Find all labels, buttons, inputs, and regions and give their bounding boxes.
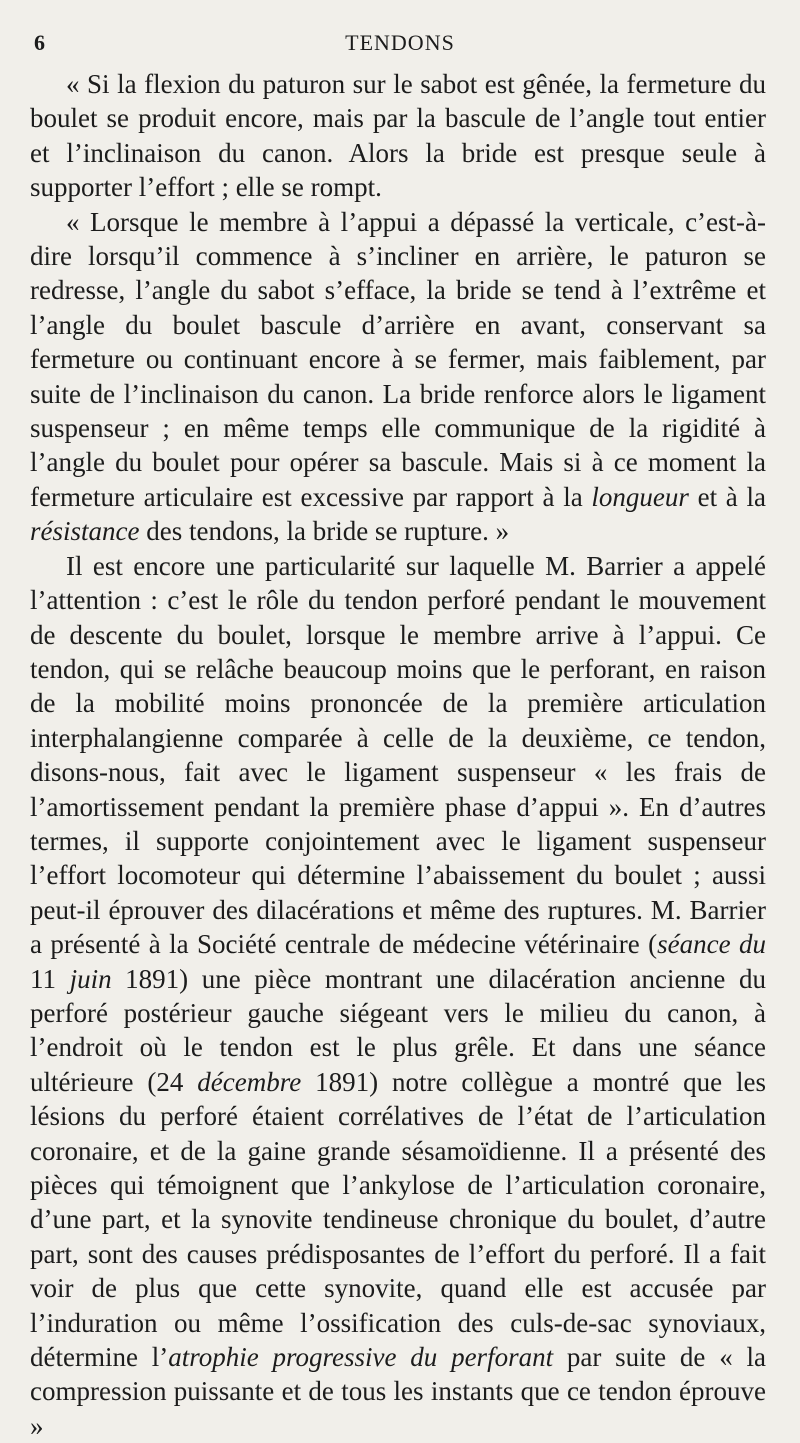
paragraph xyxy=(30,549,766,1443)
text-run: 1891) notre collègue a montré que les lésions du perforé étaient corrélatives de l’état de l’articulation coronaire, et de la gaine grande sésamoïdienne. Il a présenté des pièces qui témoignent que l’ankylose de l’articulation coronaire, d’une part, et la synovite tendineuse chronique du boulet, d’autre part, sont des causes prédisposantes de l’effort du perforé. Il a fait voir de plus que cette synovite, quand elle est accusée par l’induration ou même l’ossification des culs-de-sac synoviaux, détermine l’ xyxy=(30,1066,766,1373)
italic-text: résistance xyxy=(30,516,140,547)
italic-text: longueur xyxy=(591,481,689,512)
text-run: 11 xyxy=(30,963,70,994)
text-run: « Lorsque le membre à l’appui a dépassé la verticale, c’est-à-dire lorsqu’il commence à s’incliner en arrière, le paturon se redresse, l’angle du sabot s’efface, la bride se tend à l’extrême et l’angle du boulet bascule d’arrière en avant, conservant sa fermeture ou continuant encore à se fermer, mais faiblement, par suite de l’inclinaison du canon. La bride renforce alors le ligament suspenseur ; en même temps elle communique de la rigidité à l’angle du boulet pour opérer sa bascule. Mais si à ce moment la fermeture articulaire est excessive par rapport à la xyxy=(30,206,766,512)
text-run: et à la xyxy=(688,481,766,512)
text-run: « Si la flexion du paturon sur le sabot est gênée, la fermeture du boulet se produit encore, mais par la bascule de l’angle tout entier et l’inclinaison du canon. Alors la bride est presque seule à supporter l’effort ; elle se rompt. xyxy=(30,69,766,203)
page-header xyxy=(34,30,766,60)
italic-text: juin xyxy=(69,963,112,994)
text-run: 1891) une pièce montrant une dilacération ancienne du perforé postérieur gauche siégeant vers le milieu du canon, à l’endroit où le tendon est le plus grêle. Et dans une séance ultérieure (24 xyxy=(30,963,766,1097)
paragraph xyxy=(30,67,766,205)
page-number: 6 xyxy=(34,30,46,55)
body-text xyxy=(30,67,766,1443)
text-run: Il est encore une particularité sur laquelle M. Barrier a appelé l’attention : c’est le rôle du tendon perforé pendant le mouvement de descente du boulet, lorsque le membre arrive à l’appui. Ce tendon, qui se relâche beaucoup moins que le perforant, en raison de la mobilité moins prononcée de la première articulation interphalangienne comparée à celle de la deuxième, ce tendon, disons-nous, fait avec le ligament suspenseur « les frais de l’amortissement pendant la première phase d’appui ». En d’autres termes, il supporte conjointement avec le ligament suspenseur l’effort locomoteur qui détermine l’abaissement du boulet ; aussi peut-il éprouver des dilacérations et même des ruptures. M. Barrier a présenté à la Société centrale de médecine vétérinaire ( xyxy=(30,550,766,960)
text-run: par suite de « la compression puissante et de tous les instants que ce tendon éprouve » xyxy=(30,1342,766,1441)
italic-text: séance du xyxy=(657,929,766,960)
paragraph xyxy=(30,205,766,549)
italic-text: décembre xyxy=(197,1066,302,1097)
italic-text: atrophie progressive du perforant xyxy=(168,1342,554,1373)
text-run: des tendons, la bride se rupture. » xyxy=(139,516,510,547)
running-title: TENDONS xyxy=(345,30,455,55)
